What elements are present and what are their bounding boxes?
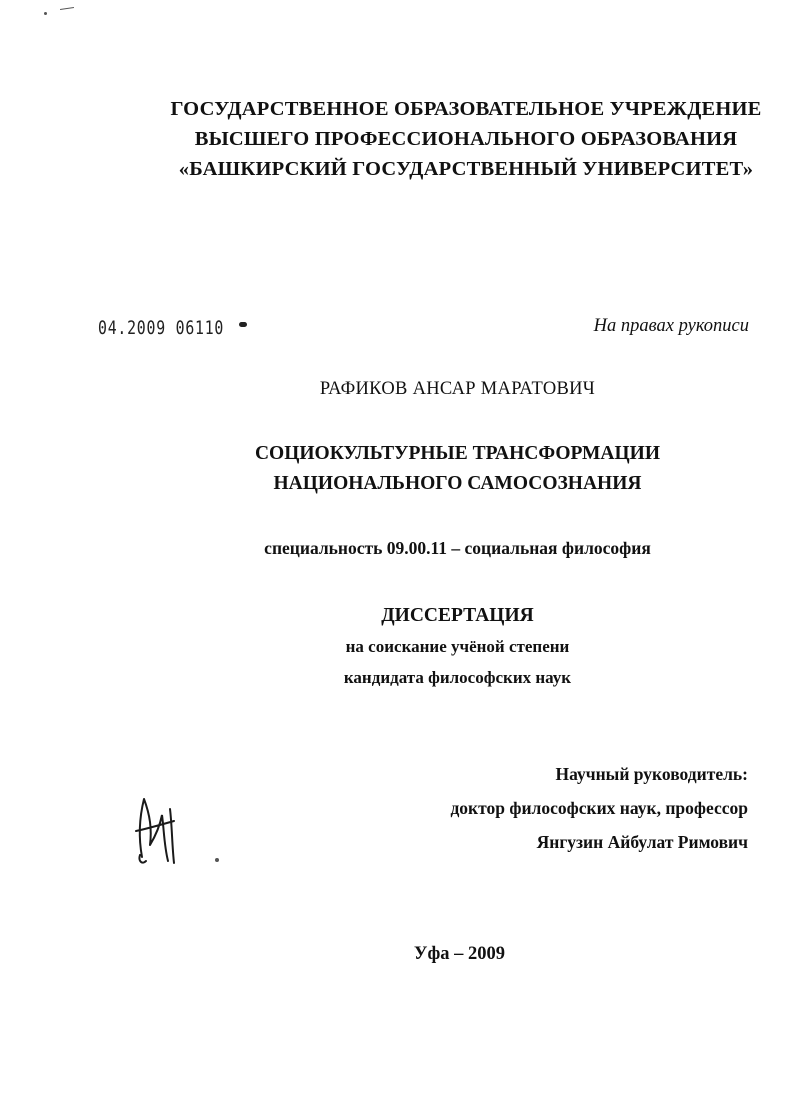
institution-line-2: ВЫСШЕГО ПРОФЕССИОНАЛЬНОГО ОБРАЗОВАНИЯ <box>194 128 738 150</box>
institution-line-3: «БАШКИРСКИЙ ГОСУДАРСТВЕННЫЙ УНИВЕРСИТЕТ» <box>178 158 754 180</box>
degree-block <box>58 600 799 693</box>
title-line-2: НАЦИОНАЛЬНОГО САМОСОЗНАНИЯ <box>273 473 642 494</box>
manuscript-rights-note: На правах рукописи <box>593 316 749 336</box>
institution-header <box>66 94 799 184</box>
scan-mark <box>60 7 74 10</box>
work-type: ДИССЕРТАЦИЯ <box>381 605 534 626</box>
city-year: Уфа – 2009 <box>413 944 506 964</box>
dissertation-title <box>58 439 799 499</box>
archive-code-mark <box>239 322 247 327</box>
author-name: РАФИКОВ АНСАР МАРАТОВИЧ <box>319 379 596 399</box>
archive-code: 04.2009 06110 <box>98 317 225 339</box>
advisor-name: Янгузин Айбулат Римович <box>536 832 748 852</box>
advisor-rank: доктор философских наук, профессор <box>450 798 748 818</box>
degree-line-2: кандидата философских наук <box>343 668 572 687</box>
specialty-line: специальность 09.00.11 – социальная философия <box>264 538 651 558</box>
handwritten-signature <box>130 795 182 867</box>
advisor-label: Научный руководитель: <box>555 764 748 784</box>
scan-speck <box>215 858 219 862</box>
title-line-1: СОЦИОКУЛЬТУРНЫЕ ТРАНСФОРМАЦИИ <box>254 443 661 464</box>
scan-speck <box>44 12 47 15</box>
advisor-block <box>450 757 748 859</box>
institution-line-1: ГОСУДАРСТВЕННОЕ ОБРАЗОВАТЕЛЬНОЕ УЧРЕЖДЕНИЕ <box>170 98 762 120</box>
degree-line-1: на соискание учёной степени <box>345 637 570 656</box>
